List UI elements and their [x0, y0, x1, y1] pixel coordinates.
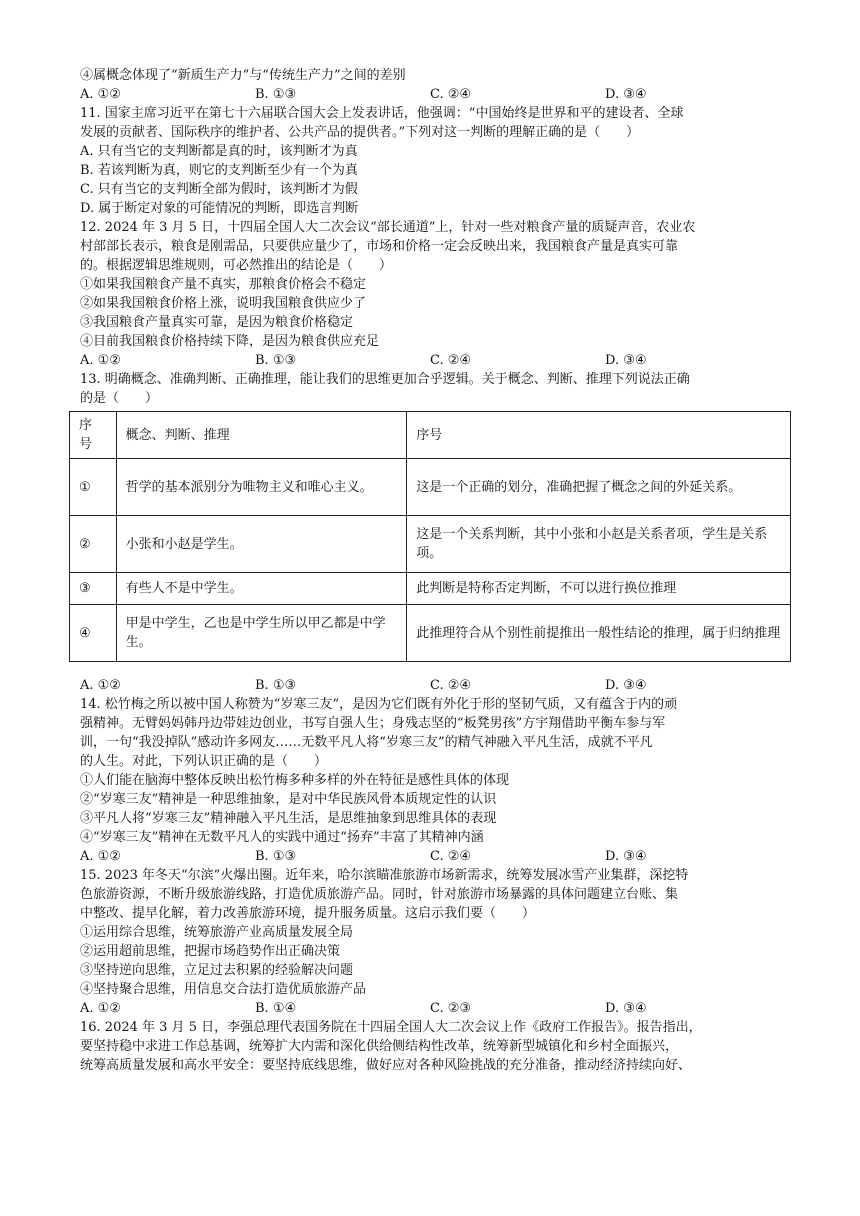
q15-stem-line: 色旅游资源，不断升级旅游线路，打造优质旅游产品。同时，针对旅游市场暴露的具体问题建立台账、集	[80, 887, 679, 902]
q16-stem-line: 要坚持稳中求进工作总基调，统筹扩大内需和深化供给侧结构性改革，统筹新型城镇化和乡村全面振兴，	[80, 1039, 679, 1054]
q11-stem-line: 发展的贡献者、国际秩序的维护者、公共产品的提供者。”下列对这一判断的理解正确的是（ ）	[80, 125, 640, 140]
header-index: 序 号	[70, 412, 117, 459]
q12-statement-2: ②如果我国粮食价格上涨，说明我国粮食供应少了	[80, 296, 367, 311]
option-b[interactable]: B. ①③	[255, 678, 297, 693]
cell-index: ③	[70, 573, 117, 605]
option-a[interactable]: A. ①②	[80, 849, 121, 864]
option-d[interactable]: D. ③④	[605, 849, 647, 864]
q13-options	[80, 676, 794, 695]
q13-table	[69, 411, 791, 662]
table-row	[70, 573, 791, 605]
option-c[interactable]: C. ②③	[430, 1001, 472, 1016]
q14-options	[80, 847, 794, 866]
q13-stem-line: 的是（ ）	[80, 391, 159, 406]
q14-stem-line: 训，一句“我没掉队”感动许多网友……无数平凡人将“岁寒三友”的精气神融入平凡生活，成就不平凡	[80, 735, 653, 750]
exam-page	[80, 66, 794, 1075]
option-b[interactable]: B. ①④	[255, 1001, 297, 1016]
option-c[interactable]: C. ②④	[430, 849, 472, 864]
table-row	[70, 516, 791, 573]
option-d[interactable]: D. ③④	[605, 678, 647, 693]
q12-stem-line: 村部部长表示，粮食是刚需品，只要供应量少了，市场和价格一定会反映出来，我国粮食产量是真实可靠	[80, 239, 679, 254]
cell-concept: 小张和小赵是学生。	[116, 516, 407, 573]
table-row	[70, 459, 791, 516]
header-comment: 序号	[407, 412, 791, 459]
q15-statement-4: ④坚持聚合思维，用信息交合法打造优质旅游产品	[80, 982, 367, 997]
option-d[interactable]: D. ③④	[605, 87, 647, 102]
q10-statement-4: ④属概念体现了“新质生产力”与“传统生产力”之间的差别	[80, 68, 406, 83]
cell-index: ②	[70, 516, 117, 573]
q16-stem-line: 统筹高质量发展和高水平安全：要坚持底线思维，做好应对各种风险挑战的充分准备，推动经济持续向好、	[80, 1058, 692, 1073]
option-b[interactable]: B. ①③	[255, 849, 297, 864]
header-concept: 概念、判断、推理	[116, 412, 407, 459]
cell-concept: 甲是中学生，乙也是中学生所以甲乙都是中学生。	[116, 605, 407, 662]
cell-comment: 此推理符合从个别性前提推出一般性结论的推理，属于归纳推理	[407, 605, 791, 662]
option-c[interactable]: C. ②④	[430, 678, 472, 693]
q14-statement-3: ③平凡人将“岁寒三友”精神融入平凡生活，是思维抽象到思维具体的表现	[80, 811, 497, 826]
cell-comment: 这是一个关系判断，其中小张和小赵是关系者项，学生是关系项。	[407, 516, 791, 573]
q11-choice-c[interactable]: C. 只有当它的支判断全部为假时，该判断才为假	[80, 182, 358, 197]
q12-stem-line: 的。根据逻辑思维规则，可必然推出的结论是（ ）	[80, 258, 393, 273]
q11-choice-d[interactable]: D. 属于断定对象的可能情况的判断，即选言判断	[80, 201, 359, 216]
table-header-row	[70, 412, 791, 459]
spacer	[80, 662, 794, 676]
cell-index: ④	[70, 605, 117, 662]
q12-statement-1: ①如果我国粮食产量不真实，那粮食价格会不稳定	[80, 277, 367, 292]
q14-statement-2: ②“岁寒三友”精神是一种思维抽象，是对中华民族风骨本质规定性的认识	[80, 792, 497, 807]
q12-stem-line: 12. 2024 年 3 月 5 日，十四届全国人大二次会议“部长通道”上，针对一些对粮食产量的质疑声音，农业农	[80, 220, 696, 235]
q15-stem-line: 15. 2023 年冬天“尔滨”火爆出圈。近年来，哈尔滨瞄准旅游市场新需求，统筹发展冰雪产业集群，深挖特	[80, 868, 689, 883]
q14-stem-line: 强精神。无臂妈妈韩丹边带娃边创业，书写自强人生；身残志坚的“板凳男孩”方宇翔借助平衡车参与军	[80, 716, 666, 731]
table-row	[70, 605, 791, 662]
option-a[interactable]: A. ①②	[80, 353, 121, 368]
q14-statement-1: ①人们能在脑海中整体反映出松竹梅多种多样的外在特征是感性具体的体现	[80, 773, 510, 788]
q12-statement-3: ③我国粮食产量真实可靠，是因为粮食价格稳定	[80, 315, 354, 330]
cell-comment: 这是一个正确的划分，准确把握了概念之间的外延关系。	[407, 459, 791, 516]
q10-options	[80, 85, 794, 104]
cell-concept: 哲学的基本派别分为唯物主义和唯心主义。	[116, 459, 407, 516]
option-b[interactable]: B. ①③	[255, 87, 297, 102]
option-a[interactable]: A. ①②	[80, 87, 121, 102]
q11-choice-a[interactable]: A. 只有当它的支判断都是真的时，该判断才为真	[80, 144, 358, 159]
q15-statement-2: ②运用超前思维，把握市场趋势作出正确决策	[80, 944, 341, 959]
cell-index: ①	[70, 459, 117, 516]
option-d[interactable]: D. ③④	[605, 1001, 647, 1016]
q15-statement-1: ①运用综合思维，统筹旅游产业高质量发展全局	[80, 925, 354, 940]
q15-statement-3: ③坚持逆向思维，立足过去积累的经验解决问题	[80, 963, 354, 978]
cell-comment: 此判断是特称否定判断，不可以进行换位推理	[407, 573, 791, 605]
q15-stem-line: 中整改、提早化解，着力改善旅游环境，提升服务质量。这启示我们要（ ）	[80, 906, 536, 921]
option-d[interactable]: D. ③④	[605, 353, 647, 368]
q15-options	[80, 999, 794, 1018]
q11-stem-line: 11. 国家主席习近平在第七十六届联合国大会上发表讲话，他强调：“中国始终是世界和平的建设者、全球	[80, 106, 684, 121]
option-b[interactable]: B. ①③	[255, 353, 297, 368]
q14-stem-line: 的人生。对此，下列认识正确的是（ ）	[80, 754, 328, 769]
q12-options	[80, 351, 794, 370]
q14-stem-line: 14. 松竹梅之所以被中国人称赞为“岁寒三友”，是因为它们既有外化于形的坚韧气质，又有蕴含于内的顽	[80, 697, 678, 712]
q11-choice-b[interactable]: B. 若该判断为真，则它的支判断至少有一个为真	[80, 163, 358, 178]
q16-stem-line: 16. 2024 年 3 月 5 日，李强总理代表国务院在十四届全国人大二次会议上作《政府工作报告》。报告指出，	[80, 1020, 702, 1035]
q12-statement-4: ④目前我国粮食价格持续下降，是因为粮食供应充足	[80, 334, 380, 349]
option-a[interactable]: A. ①②	[80, 678, 121, 693]
option-a[interactable]: A. ①②	[80, 1001, 121, 1016]
option-c[interactable]: C. ②④	[430, 353, 472, 368]
q13-stem-line: 13. 明确概念、准确判断、正确推理，能让我们的思维更加合乎逻辑。关于概念、判断、推理下列说法正确	[80, 372, 690, 387]
cell-concept: 有些人不是中学生。	[116, 573, 407, 605]
q14-statement-4: ④“岁寒三友”精神在无数平凡人的实践中通过“扬弃”丰富了其精神内涵	[80, 830, 484, 845]
option-c[interactable]: C. ②④	[430, 87, 472, 102]
